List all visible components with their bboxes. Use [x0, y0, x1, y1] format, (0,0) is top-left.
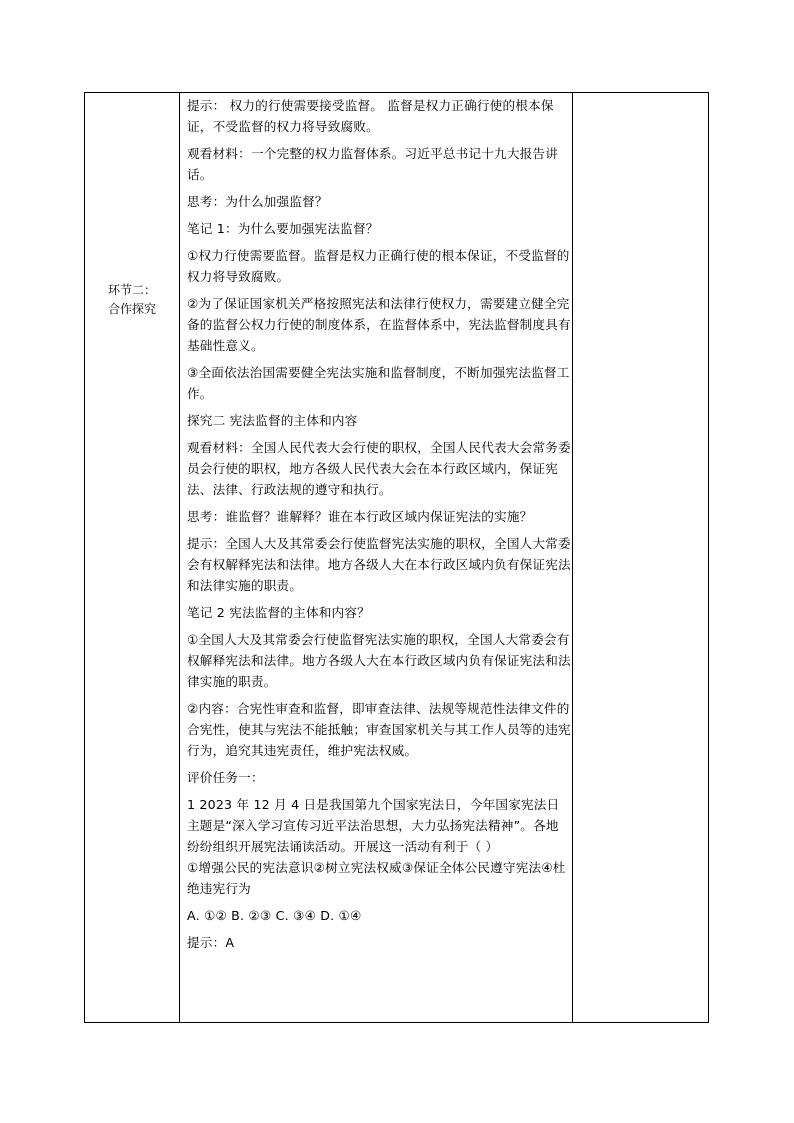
paragraph-note-2-point-1: ①全国人大及其常委会行使监督宪法实施的职权，全国人大常委会有权解释宪法和法律。地方各级人大在本行政区域内负有保证宪法和法律实施的职责。	[187, 632, 571, 689]
stage-label	[85, 281, 179, 319]
paragraph-note-1-point-2: ②为了保证国家机关严格按照宪法和法律行使权力，需要建立健全完备的监督公权力行使的制度体系，在监督体系中，宪法监督制度具有基础性意义。	[187, 296, 571, 353]
paragraph-material-2: 观看材料：全国人民代表大会行使的职权，全国人民代表大会常务委员会行使的职权，地方各级人民代表大会在本行政区域内，保证宪法、法律、行政法规的遵守和执行。	[187, 440, 571, 497]
column-divider-1	[179, 93, 180, 1022]
column-divider-2	[572, 93, 573, 1022]
stage-label-line2: 合作探究	[107, 302, 156, 316]
stage-label-line1: 环节二：	[107, 283, 156, 297]
lesson-table	[84, 92, 709, 1023]
paragraph-hint-1: 提示： 权力的行使需要接受监督。 监督是权力正确行使的根本保证，不受监督的权力将导致腐败。	[187, 98, 554, 134]
paragraph-material-1: 观看材料：一个完整的权力监督体系。习近平总书记十九大报告讲话。	[187, 146, 559, 182]
paragraph-note-1-point-1: ①权力行使需要监督。监督是权力正确行使的根本保证，不受监督的权力将导致腐败。	[187, 248, 570, 284]
answer-hint: 提示：A	[187, 935, 235, 950]
paragraph-note-1-point-3: ③全面依法治国需要健全宪法实施和监督制度，不断加强宪法监督工作。	[187, 365, 570, 401]
paragraph-question-1: 思考：为什么加强监督？	[187, 194, 328, 209]
lesson-content	[187, 95, 571, 959]
question-stem: 1 2023 年 12 月 4 日是我国第九个国家宪法日，今年国家宪法日主题是“深入学习宣传习近平法治思想，大力弘扬宪法精神”。各地纷纷组织开展宪法诵读活动。开展这一活动有利于（ ）	[187, 797, 560, 854]
paragraph-question-2: 思考：谁监督？谁解释？谁在本行政区域内保证宪法的实施？	[187, 509, 533, 524]
paragraph-note-2-point-2: ②内容：合宪性审查和监督，即审查法律、法规等规范性法律文件的合宪性，使其与宪法不能抵触；审查国家机关与其工作人员等的违宪行为，追究其违宪责任，维护宪法权威。	[187, 701, 571, 758]
question-options-statements: ①增强公民的宪法意识②树立宪法权威③保证全体公民遵守宪法④杜绝违宪行为	[187, 860, 566, 896]
assessment-heading: 评价任务一：	[187, 770, 264, 785]
paragraph-note-1: 笔记 1：为什么要加强宪法监督？	[187, 221, 379, 236]
question-choices: A. ①② B. ②③ C. ③④ D. ①④	[187, 908, 362, 923]
section-heading-explore-2: 探究二 宪法监督的主体和内容	[187, 413, 358, 428]
paragraph-note-2: 笔记 2 宪法监督的主体和内容？	[187, 605, 370, 620]
paragraph-hint-2: 提示：全国人大及其常委会行使监督宪法实施的职权，全国人大常委会有权解释宪法和法律。地方各级人大在本行政区域内负有保证宪法和法律实施的职责。	[187, 536, 571, 593]
